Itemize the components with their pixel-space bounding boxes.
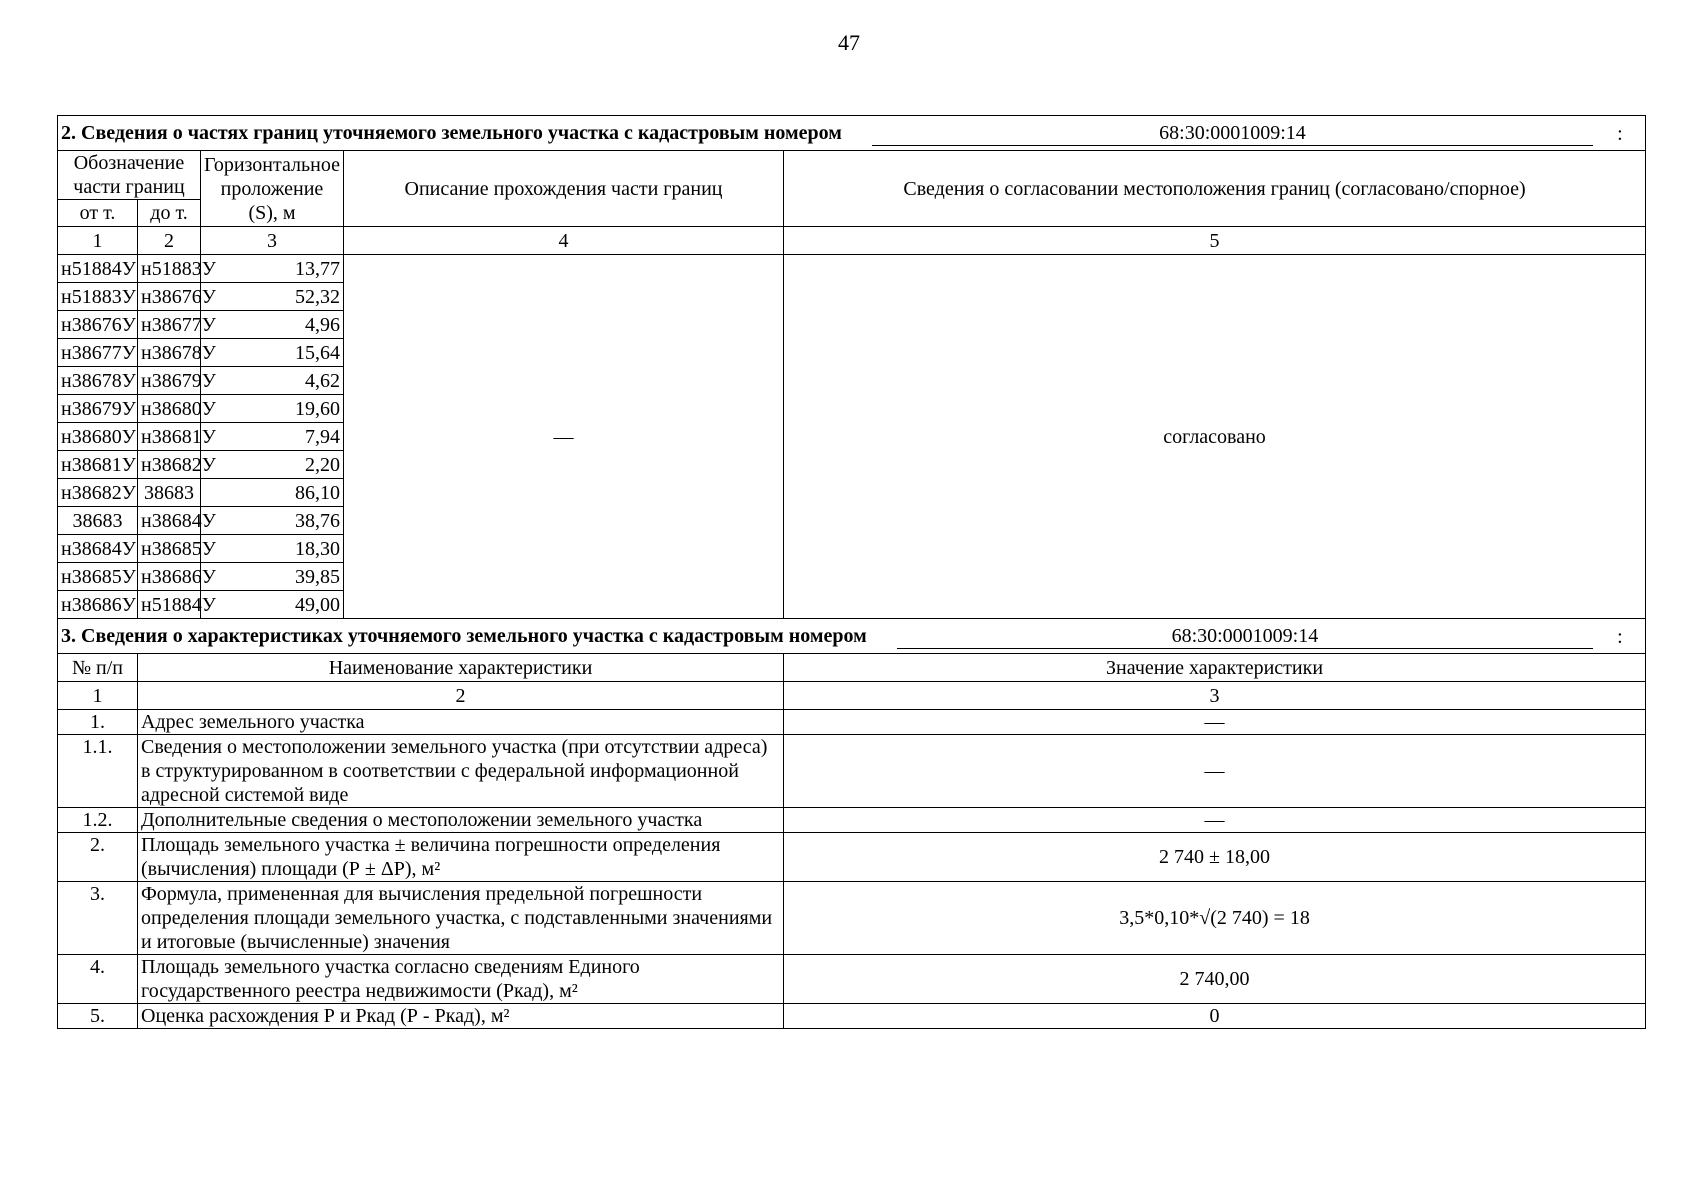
characteristic-name: Площадь земельного участка согласно сведениям Единого государственного реестра недвижимости (Ркад), м² [138, 955, 784, 1004]
horizontal-length: 52,32 [201, 283, 344, 311]
table-row [58, 1004, 1646, 1029]
boundary-to: н51884У [138, 591, 201, 619]
boundary-from: н38681У [58, 451, 138, 479]
agreement-value: согласовано [784, 255, 1646, 619]
section2-colon: : [1617, 122, 1623, 145]
boundary-to: н38686У [138, 563, 201, 591]
boundary-to: н38679У [138, 367, 201, 395]
table-row [58, 735, 1646, 808]
horizontal-length: 15,64 [201, 339, 344, 367]
table-row [58, 808, 1646, 833]
characteristic-value: — [784, 808, 1646, 833]
horizontal-length: 4,62 [201, 367, 344, 395]
horizontal-length: 2,20 [201, 451, 344, 479]
horizontal-length: 38,76 [201, 507, 344, 535]
section3-colon: : [1617, 625, 1623, 648]
s3-colnum-1: 1 [58, 682, 138, 710]
section3-cadastral-number: 68:30:0001009:14 [897, 624, 1593, 649]
table-row [58, 255, 1646, 283]
section2-title-cell [58, 116, 1646, 151]
header-boundary-part: Обозначение части границ [58, 151, 201, 200]
boundary-from: н38682У [58, 479, 138, 507]
characteristic-name: Оценка расхождения Р и Ркад (Р - Ркад), м² [138, 1004, 784, 1029]
boundary-from: н38678У [58, 367, 138, 395]
horizontal-length: 4,96 [201, 311, 344, 339]
table-row [58, 710, 1646, 735]
boundary-from: н38679У [58, 395, 138, 423]
boundary-from: н38685У [58, 563, 138, 591]
s2-colnum-3: 3 [201, 227, 344, 255]
characteristic-name: Адрес земельного участка [138, 710, 784, 735]
boundary-to: н38678У [138, 339, 201, 367]
horizontal-length: 7,94 [201, 423, 344, 451]
header-value: Значение характеристики [784, 654, 1646, 682]
boundary-from: н38676У [58, 311, 138, 339]
page-number: 47 [838, 30, 860, 55]
section3-title-cell [58, 619, 1646, 654]
characteristic-value: — [784, 710, 1646, 735]
characteristic-num: 5. [58, 1004, 138, 1029]
characteristic-name: Сведения о местоположении земельного участка (при отсутствии адреса) в структурированном в соответствии с федеральной информационной адресной системой виде [138, 735, 784, 808]
header-agreement: Сведения о согласовании местоположения границ (согласовано/спорное) [784, 151, 1646, 227]
horizontal-length: 86,10 [201, 479, 344, 507]
characteristic-name: Дополнительные сведения о местоположении земельного участка [138, 808, 784, 833]
characteristic-value: 3,5*0,10*√(2 740) = 18 [784, 882, 1646, 955]
s2-colnum-4: 4 [344, 227, 784, 255]
section2-cadastral-number: 68:30:0001009:14 [872, 121, 1593, 146]
s2-colnum-5: 5 [784, 227, 1646, 255]
boundary-to: н38685У [138, 535, 201, 563]
boundary-from: н38677У [58, 339, 138, 367]
characteristic-num: 3. [58, 882, 138, 955]
boundary-from: н51883У [58, 283, 138, 311]
characteristic-value: 2 740 ± 18,00 [784, 833, 1646, 882]
section3-title: 3. Сведения о характеристиках уточняемого земельного участка с кадастровым номером [61, 625, 867, 647]
characteristic-name: Площадь земельного участка ± величина погрешности определения (вычисления) площади (Р ± ΔР), м² [138, 833, 784, 882]
s3-colnum-3: 3 [784, 682, 1646, 710]
table-row [58, 882, 1646, 955]
boundary-from: н38680У [58, 423, 138, 451]
header-to: до т. [138, 200, 201, 227]
boundary-to: н38684У [138, 507, 201, 535]
boundary-to: н38677У [138, 311, 201, 339]
characteristic-num: 1.1. [58, 735, 138, 808]
s3-colnum-2: 2 [138, 682, 784, 710]
table-row [58, 833, 1646, 882]
boundary-from: 38683 [58, 507, 138, 535]
header-description: Описание прохождения части границ [344, 151, 784, 227]
header-name: Наименование характеристики [138, 654, 784, 682]
boundary-to: н51883У [138, 255, 201, 283]
boundary-to: 38683 [138, 479, 201, 507]
s2-colnum-1: 1 [58, 227, 138, 255]
s2-colnum-2: 2 [138, 227, 201, 255]
horizontal-length: 13,77 [201, 255, 344, 283]
boundary-to: н38682У [138, 451, 201, 479]
horizontal-length: 49,00 [201, 591, 344, 619]
characteristic-num: 1.2. [58, 808, 138, 833]
boundary-to: н38680У [138, 395, 201, 423]
header-from: от т. [58, 200, 138, 227]
header-num: № п/п [58, 654, 138, 682]
characteristic-name: Формула, примененная для вычисления предельной погрешности определения площади земельного участка, с подставленными значениями и итоговые (вычисленные) значения [138, 882, 784, 955]
boundary-to: н38676У [138, 283, 201, 311]
characteristic-num: 4. [58, 955, 138, 1004]
header-horizontal: Горизонтальное проложение (S), м [201, 151, 344, 227]
horizontal-length: 39,85 [201, 563, 344, 591]
description-value: — [344, 255, 784, 619]
horizontal-length: 19,60 [201, 395, 344, 423]
characteristic-num: 2. [58, 833, 138, 882]
characteristic-value: 0 [784, 1004, 1646, 1029]
horizontal-length: 18,30 [201, 535, 344, 563]
section2-title: 2. Сведения о частях границ уточняемого земельного участка с кадастровым номером [61, 122, 842, 144]
boundary-from: н38686У [58, 591, 138, 619]
boundary-to: н38681У [138, 423, 201, 451]
characteristic-value: — [784, 735, 1646, 808]
characteristic-value: 2 740,00 [784, 955, 1646, 1004]
characteristic-num: 1. [58, 710, 138, 735]
table-row [58, 955, 1646, 1004]
document-table [57, 115, 1646, 1029]
boundary-from: н38684У [58, 535, 138, 563]
boundary-from: н51884У [58, 255, 138, 283]
